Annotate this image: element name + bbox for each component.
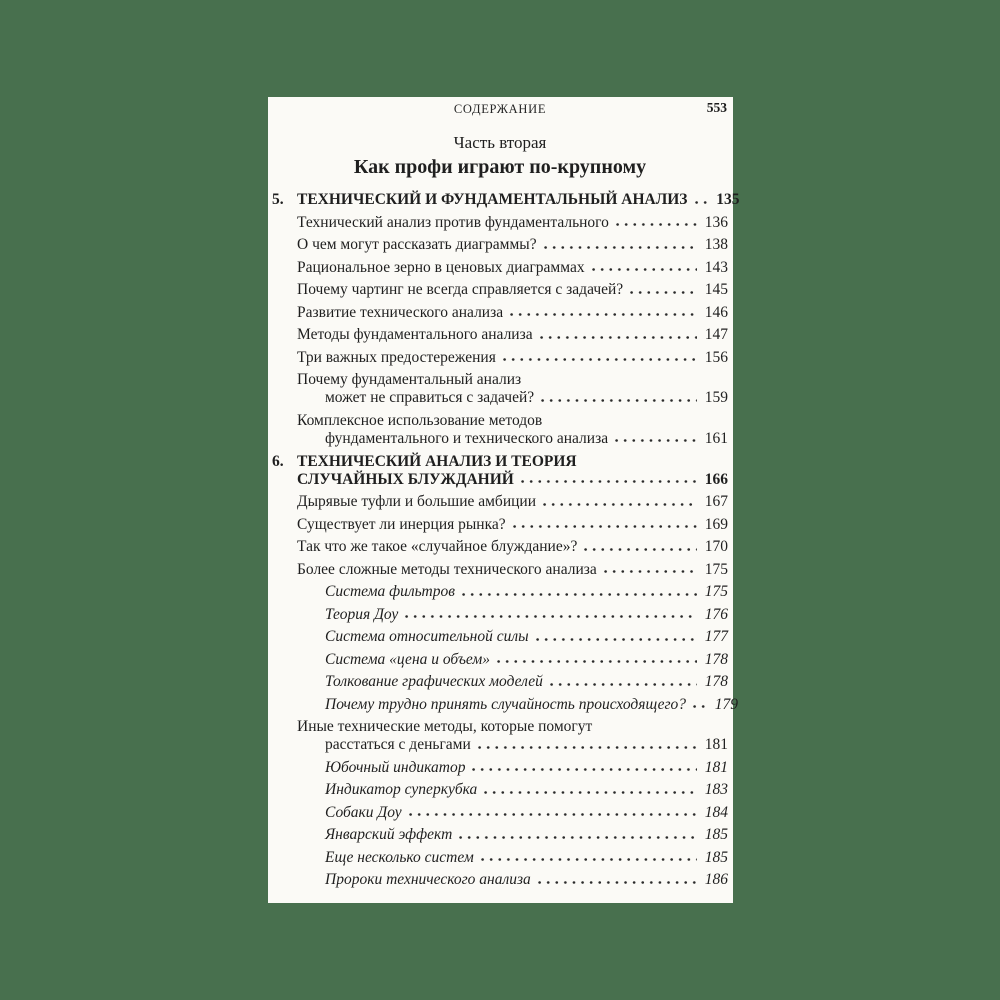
entry-page-number: 175 xyxy=(704,560,728,578)
toc-entry-line xyxy=(272,191,740,209)
entry-title-line2: СЛУЧАЙНЫХ БЛУЖДАНИЙ xyxy=(297,470,514,488)
dot-leader xyxy=(541,399,697,402)
toc-entry-line xyxy=(272,430,728,448)
toc-entry-line xyxy=(272,718,728,736)
entry-title: Теория Доу xyxy=(325,605,399,623)
entry-page-number: 185 xyxy=(704,848,728,866)
entry-page-number: 179 xyxy=(714,695,738,713)
entry-page-number: 156 xyxy=(704,348,728,366)
entry-page-number: 169 xyxy=(704,515,728,533)
entry-title: Дырявые туфли и большие амбиции xyxy=(297,493,536,510)
entry-title: Пророки технического анализа xyxy=(325,871,531,888)
toc-entry-line xyxy=(272,606,728,624)
dot-leader xyxy=(540,336,697,339)
toc-entry xyxy=(272,191,740,209)
entry-page-number: 178 xyxy=(704,650,728,668)
toc-entry xyxy=(272,628,728,646)
toc-entry-line xyxy=(272,871,728,889)
toc-entry-line xyxy=(272,583,728,601)
folio-page-number: 553 xyxy=(706,100,727,115)
entry-page-number: 183 xyxy=(704,781,728,798)
entry-title: Рациональное зерно в ценовых диаграммах xyxy=(297,258,585,276)
toc-entry-line xyxy=(272,804,728,822)
entry-title: О чем могут рассказать диаграммы? xyxy=(297,236,537,253)
entry-title: Индикатор суперкубка xyxy=(325,781,478,798)
toc-entry-line xyxy=(272,371,728,389)
book-page xyxy=(268,97,740,903)
toc-entry-line xyxy=(272,471,728,489)
toc-entry xyxy=(272,493,728,511)
chapter-number: 6. xyxy=(272,452,284,470)
dot-leader xyxy=(693,705,707,708)
entry-title: Методы фундаментального анализа xyxy=(297,326,533,343)
dot-leader xyxy=(550,683,697,686)
toc-entry xyxy=(272,583,728,601)
toc-entry-line xyxy=(272,849,728,867)
entry-title: Система относительной силы xyxy=(325,628,529,645)
toc-entry-line xyxy=(272,781,728,799)
toc-entry xyxy=(272,349,728,367)
contents-heading: СОДЕРЖАНИЕ xyxy=(453,102,547,116)
entry-page-number: 159 xyxy=(704,389,728,406)
dot-leader xyxy=(472,768,697,771)
toc-entry xyxy=(272,826,728,844)
toc-entry-line xyxy=(272,349,728,367)
entry-page-number: 181 xyxy=(704,736,728,753)
entry-title: Система «цена и объем» xyxy=(325,650,491,668)
entry-page-number: 145 xyxy=(704,281,728,298)
toc-entry-line xyxy=(272,389,728,407)
entry-page-number: 177 xyxy=(704,628,728,645)
dot-leader xyxy=(584,548,697,551)
entry-page-number: 176 xyxy=(704,605,728,623)
toc-entry-line xyxy=(272,826,728,844)
toc-entry xyxy=(272,673,728,691)
toc-entry xyxy=(272,214,728,232)
toc-entry-line xyxy=(272,628,728,646)
toc-entry-line xyxy=(272,453,728,471)
dot-leader xyxy=(405,615,697,618)
toc-entry xyxy=(272,606,728,624)
entry-title-line2: расстаться с деньгами xyxy=(325,736,471,753)
toc-entry-line xyxy=(272,673,728,691)
toc-entry xyxy=(272,651,728,669)
toc-entry-line xyxy=(272,281,728,299)
entry-page-number: 147 xyxy=(704,326,728,343)
toc-entry xyxy=(272,326,728,344)
entry-page-number: 146 xyxy=(704,303,728,321)
toc-entry-line xyxy=(272,259,728,277)
entry-title: Январский эффект xyxy=(325,826,453,843)
entry-title-line2: может не справиться с задачей? xyxy=(325,389,535,406)
toc-entry-line xyxy=(272,561,728,579)
dot-leader xyxy=(497,660,697,663)
toc-list xyxy=(272,191,740,889)
dot-leader xyxy=(510,313,697,316)
entry-title: Иные технические методы, которые помогут xyxy=(297,718,593,735)
toc-entry xyxy=(272,695,738,714)
entry-title: Собаки Доу xyxy=(325,803,402,821)
entry-page-number: 178 xyxy=(704,673,728,690)
entry-title: Существует ли инерция рынка? xyxy=(297,515,506,533)
page-header xyxy=(272,100,728,117)
entry-page-number: 166 xyxy=(704,470,728,488)
entry-page-number: 138 xyxy=(704,236,728,253)
toc-entry-line xyxy=(272,516,728,534)
dot-leader xyxy=(513,525,697,528)
entry-title: ТЕХНИЧЕСКИЙ И ФУНДАМЕНТАЛЬНЫЙ АНАЛИЗ xyxy=(297,191,688,208)
entry-title: Почему чартинг не всегда справляется с задачей? xyxy=(297,281,624,298)
entry-page-number: 186 xyxy=(704,871,728,888)
toc-entry-line xyxy=(272,695,738,714)
dot-leader xyxy=(521,480,697,483)
entry-title: Почему трудно принять случайность происходящего? xyxy=(325,695,686,713)
toc-entry xyxy=(272,412,728,448)
entry-title-line2: фундаментального и технического анализа xyxy=(325,429,609,447)
dot-leader xyxy=(503,358,697,361)
dot-leader xyxy=(630,291,697,294)
entry-page-number: 184 xyxy=(704,803,728,821)
entry-title: Технический анализ против фундаментального xyxy=(297,213,609,231)
dot-leader xyxy=(536,638,697,641)
entry-page-number: 136 xyxy=(704,213,728,231)
entry-page-number: 185 xyxy=(704,826,728,843)
dot-leader xyxy=(616,223,697,226)
entry-title: Так что же такое «случайное блуждание»? xyxy=(297,538,578,555)
entry-title: ТЕХНИЧЕСКИЙ АНАЛИЗ И ТЕОРИЯ xyxy=(297,452,577,470)
toc-entry xyxy=(272,259,728,277)
dot-leader xyxy=(543,503,697,506)
toc-entry xyxy=(272,453,728,489)
toc-entry-line xyxy=(272,412,728,430)
toc-entry xyxy=(272,538,728,556)
entry-title: Еще несколько систем xyxy=(325,848,474,866)
entry-page-number: 135 xyxy=(716,191,740,208)
toc-entry-line xyxy=(272,236,728,254)
dot-leader xyxy=(592,268,697,271)
toc-entry-line xyxy=(272,651,728,669)
entry-title: Толкование графических моделей xyxy=(325,673,543,690)
dot-leader xyxy=(459,836,697,839)
dot-leader xyxy=(695,201,709,204)
part-title: Как профи играют по-крупному xyxy=(353,156,647,178)
toc-entry xyxy=(272,561,728,579)
entry-page-number: 181 xyxy=(704,758,728,776)
chapter-number: 5. xyxy=(272,191,284,208)
toc-entry-line xyxy=(272,538,728,556)
entry-page-number: 170 xyxy=(704,538,728,555)
toc-entry-line xyxy=(272,214,728,232)
dot-leader xyxy=(615,439,697,442)
toc-entry xyxy=(272,759,728,777)
dot-leader xyxy=(604,570,697,573)
toc-entry-line xyxy=(272,326,728,344)
toc-entry xyxy=(272,236,728,254)
toc-entry-line xyxy=(272,736,728,754)
entry-page-number: 161 xyxy=(704,429,728,447)
dot-leader xyxy=(544,246,697,249)
toc-entry xyxy=(272,849,728,867)
entry-title: Развитие технического анализа xyxy=(297,303,504,321)
dot-leader xyxy=(478,746,697,749)
dot-leader xyxy=(538,881,697,884)
toc-entry-line xyxy=(272,304,728,322)
toc-entry xyxy=(272,281,728,299)
entry-page-number: 143 xyxy=(704,258,728,276)
toc-entry xyxy=(272,516,728,534)
toc-entry xyxy=(272,871,728,889)
toc-entry xyxy=(272,804,728,822)
entry-title: Три важных предостережения xyxy=(297,348,496,366)
toc-entry xyxy=(272,781,728,799)
entry-page-number: 175 xyxy=(704,583,728,600)
entry-page-number: 167 xyxy=(704,493,728,510)
toc-entry xyxy=(272,718,728,754)
toc-entry-line xyxy=(272,493,728,511)
entry-title: Юбочный индикатор xyxy=(325,758,466,776)
dot-leader xyxy=(409,813,697,816)
dot-leader xyxy=(462,593,697,596)
entry-title: Комплексное использование методов xyxy=(297,411,543,429)
dot-leader xyxy=(481,858,697,861)
toc-entry xyxy=(272,371,728,407)
toc-entry-line xyxy=(272,759,728,777)
entry-title: Почему фундаментальный анализ xyxy=(297,371,522,388)
dot-leader xyxy=(484,791,697,794)
part-label: Часть вторая xyxy=(453,133,547,152)
entry-title: Система фильтров xyxy=(325,583,455,600)
entry-title: Более сложные методы технического анализа xyxy=(297,560,597,578)
toc-entry xyxy=(272,304,728,322)
